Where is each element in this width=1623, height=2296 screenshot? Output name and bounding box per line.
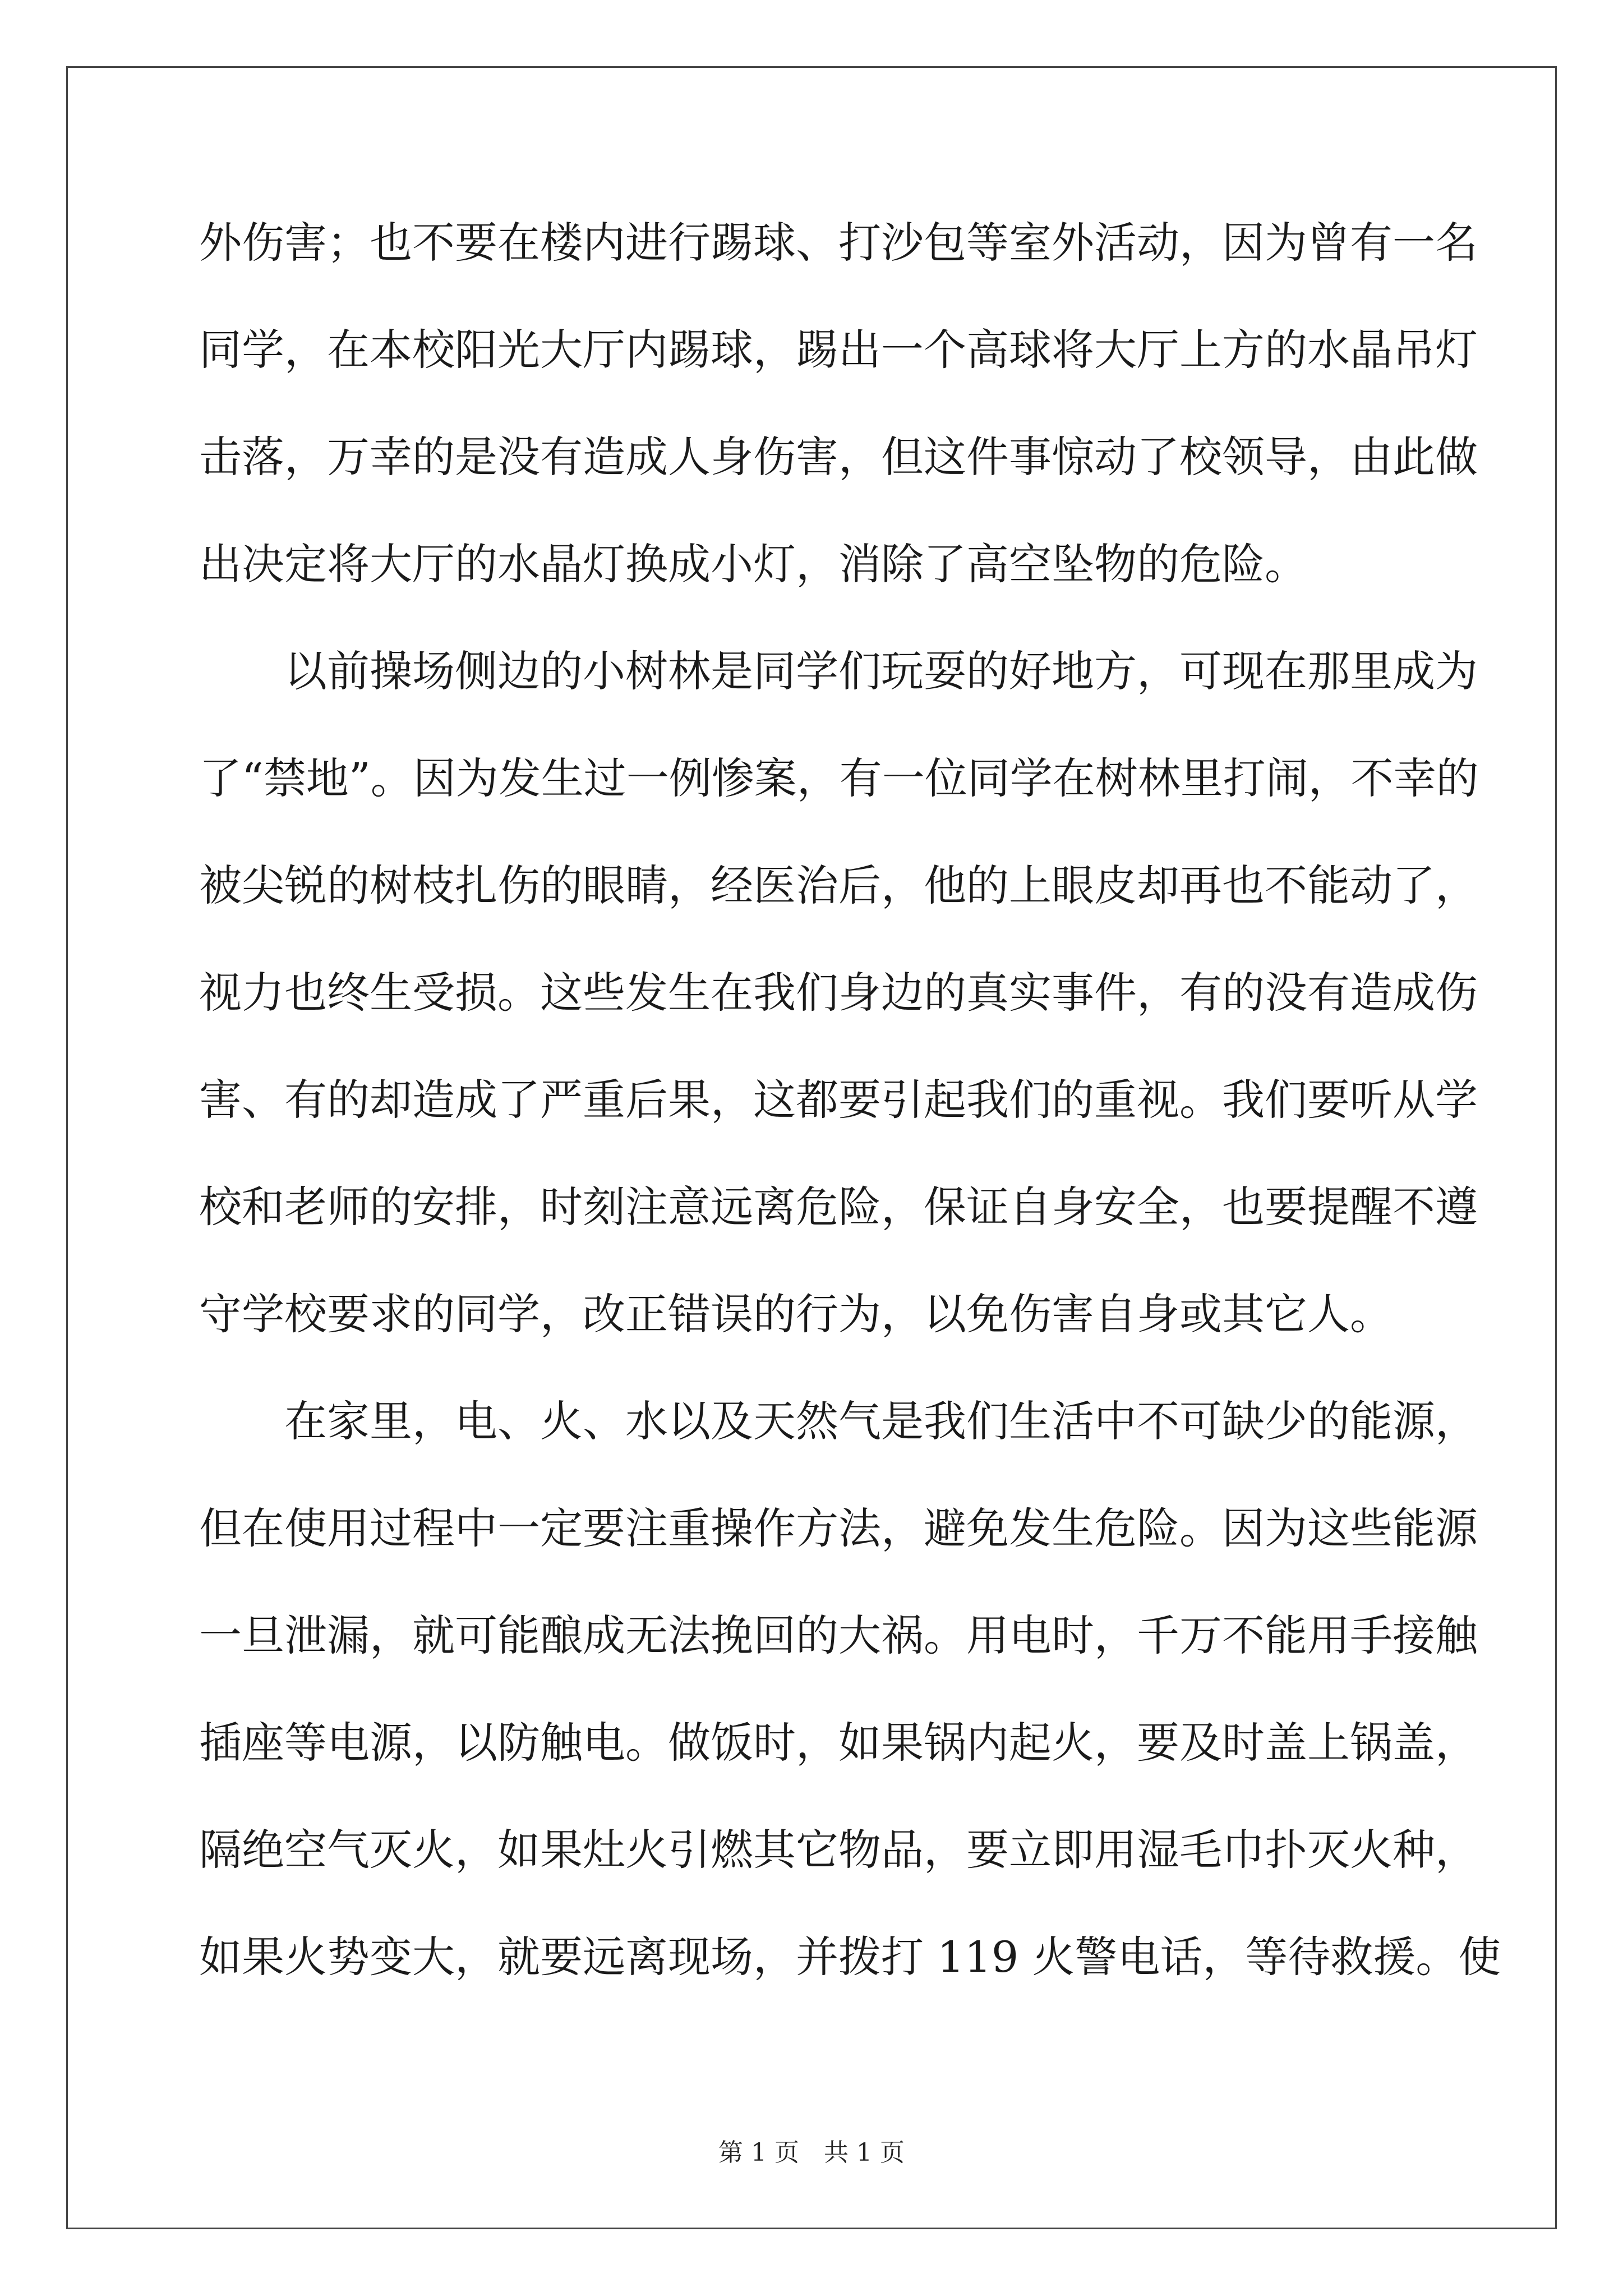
text-line: 视力也终生受损。这些发生在我们身边的真实事件，有的没有造成伤 — [199, 968, 1478, 1018]
text-line-paragraph-start: 在家里，电、火、水以及天然气是我们生活中不可缺少的能源， — [199, 1396, 1478, 1446]
body-text — [199, 210, 1501, 2032]
text-line: 外伤害；也不要在楼内进行踢球、打沙包等室外活动，因为曾有一名 — [199, 218, 1478, 268]
text-line: 如果火势变大，就要远离现场，并拨打 119 火警电话，等待救援。使 — [199, 1932, 1501, 1982]
text-line: 一旦泄漏，就可能酿成无法挽回的大祸。用电时，千万不能用手接触 — [199, 1611, 1478, 1660]
text-line: 击落，万幸的是没有造成人身伤害，但这件事惊动了校领导，由此做 — [199, 432, 1478, 482]
text-line-paragraph-end: 出决定将大厅的水晶灯换成小灯，消除了高空坠物的危险。 — [199, 539, 1307, 589]
text-line: 害、有的却造成了严重后果，这都要引起我们的重视。我们要听从学 — [199, 1075, 1478, 1125]
text-line-paragraph-end: 守学校要求的同学，改正错误的行为，以免伤害自身或其它人。 — [199, 1289, 1393, 1339]
text-line: 插座等电源，以防触电。做饭时，如果锅内起火，要及时盖上锅盖， — [199, 1718, 1478, 1768]
text-line: 被尖锐的树枝扎伤的眼睛，经医治后，他的上眼皮却再也不能动了， — [199, 861, 1478, 910]
page-footer: 第 1 页 共 1 页 — [718, 2138, 905, 2167]
text-line-paragraph-start: 以前操场侧边的小树林是同学们玩耍的好地方，可现在那里成为 — [199, 646, 1478, 696]
text-line: 同学，在本校阳光大厅内踢球，踢出一个高球将大厅上方的水晶吊灯 — [199, 325, 1478, 375]
text-line: 了“禁地”。因为发生过一例惨案，有一位同学在树林里打闹，不幸的 — [199, 753, 1479, 803]
text-line: 但在使用过程中一定要注重操作方法，避免发生危险。因为这些能源 — [199, 1503, 1478, 1553]
text-line: 隔绝空气灭火，如果灶火引燃其它物品，要立即用湿毛巾扑灭火种， — [199, 1825, 1478, 1875]
text-line: 校和老师的安排，时刻注意远离危险，保证自身安全，也要提醒不遵 — [199, 1182, 1478, 1232]
